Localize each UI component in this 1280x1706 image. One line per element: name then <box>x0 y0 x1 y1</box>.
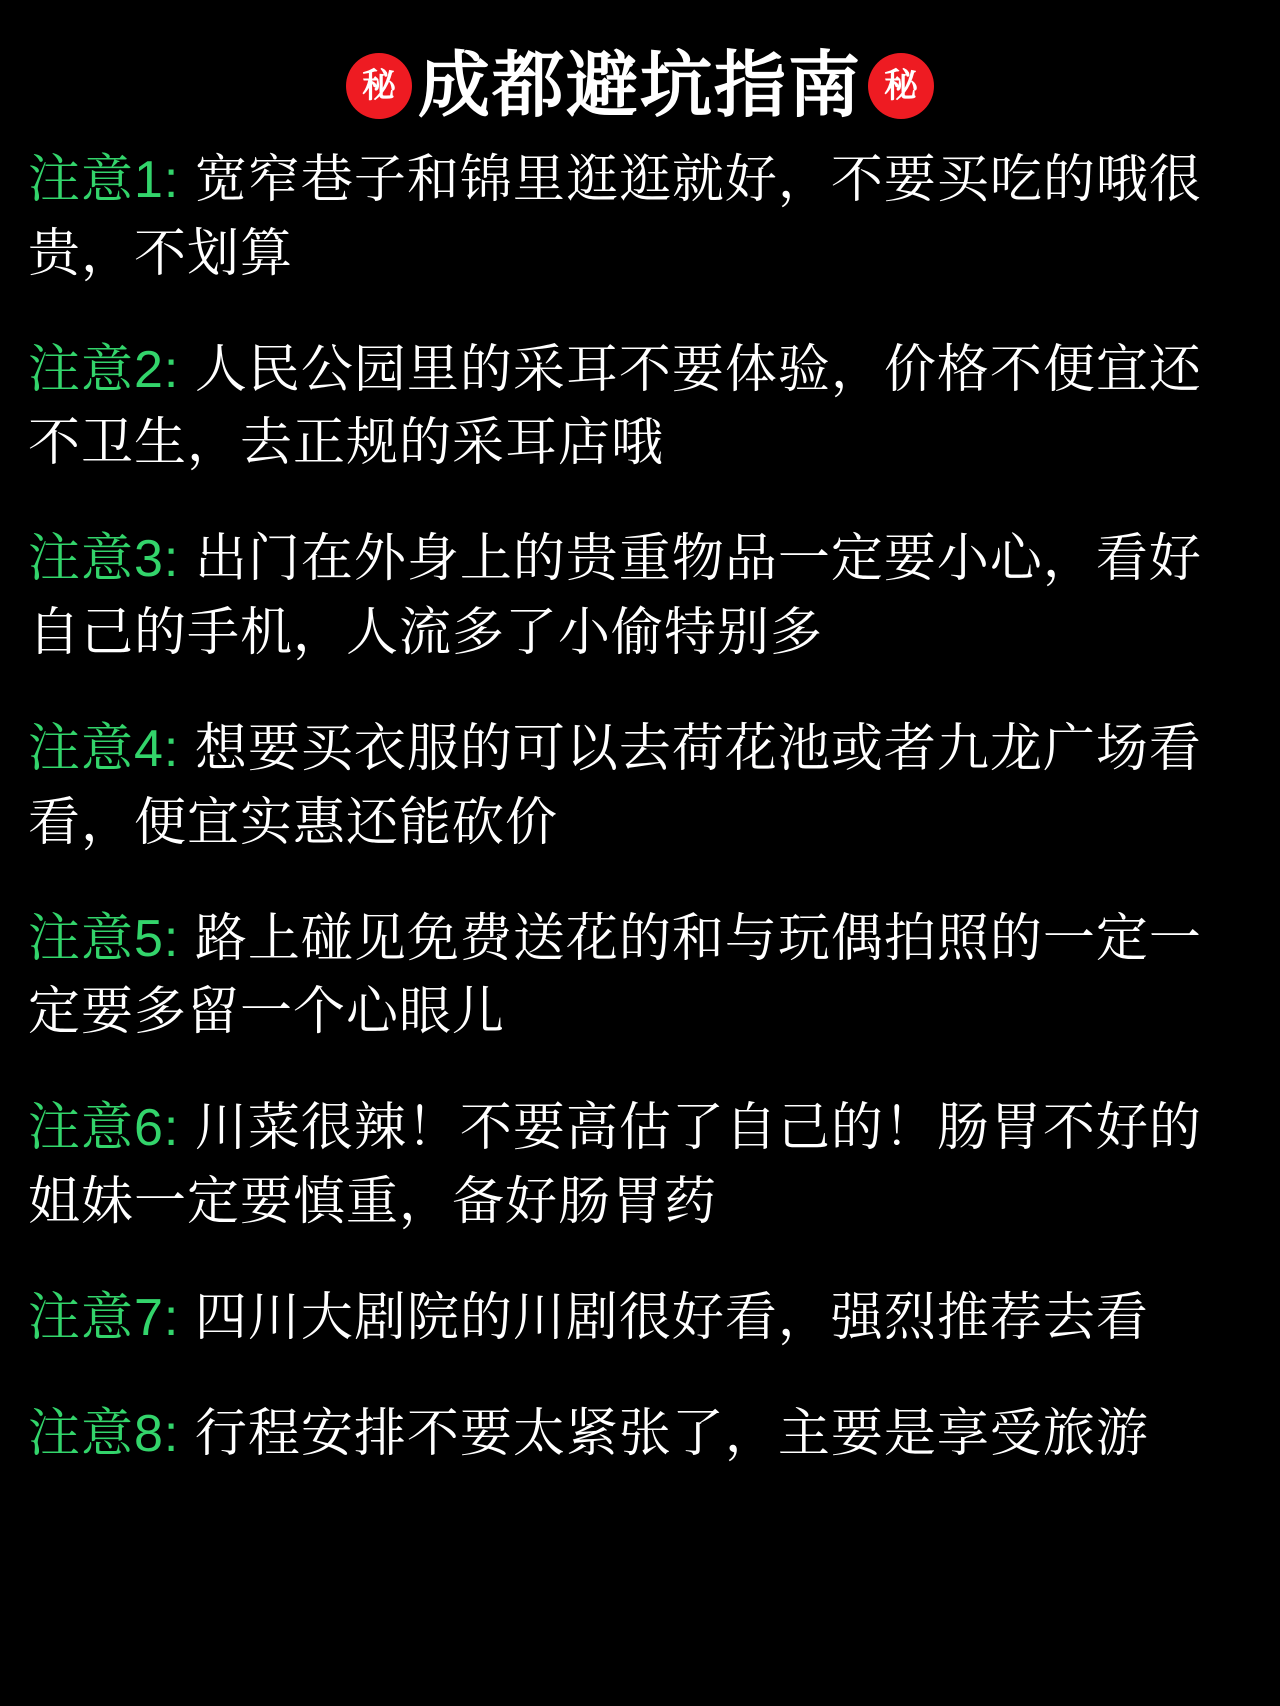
tip-text: 宽窄巷子和锦里逛逛就好，不要买吃的哦很贵，不划算 <box>28 151 1202 283</box>
page-title-text: 成都避坑指南 <box>417 46 862 126</box>
tip-label: 注意6: <box>28 1099 180 1158</box>
tip-text: 行程安排不要太紧张了，主要是享受旅游 <box>194 1404 1149 1463</box>
tip-label: 注意5: <box>28 909 180 968</box>
list-item <box>28 1398 1252 1472</box>
list-item <box>28 1092 1252 1240</box>
seal-icon-right: 秘 <box>868 53 934 119</box>
tip-label: 注意3: <box>28 530 180 589</box>
seal-icon-left: 秘 <box>346 53 412 119</box>
list-item <box>28 334 1252 482</box>
list-item <box>28 1282 1252 1356</box>
tip-text: 川菜很辣！不要高估了自己的！肠胃不好的姐妹一定要慎重，备好肠胃药 <box>28 1099 1202 1232</box>
list-item <box>28 903 1252 1051</box>
list-item <box>28 713 1252 861</box>
list-item <box>28 523 1252 671</box>
tip-label: 注意8: <box>28 1404 180 1463</box>
tip-label: 注意7: <box>28 1288 180 1347</box>
tip-text: 路上碰见免费送花的和与玩偶拍照的一定一定要多留一个心眼儿 <box>28 909 1202 1042</box>
page-title <box>28 46 1252 126</box>
tip-text: 想要买衣服的可以去荷花池或者九龙广场看看，便宜实惠还能砍价 <box>28 719 1202 852</box>
list-item <box>28 144 1252 292</box>
tip-text: 人民公园里的采耳不要体验，价格不便宜还不卫生，去正规的采耳店哦 <box>28 340 1202 473</box>
tip-text: 四川大剧院的川剧很好看，强烈推荐去看 <box>194 1288 1149 1347</box>
tip-label: 注意1: <box>28 151 180 209</box>
tip-label: 注意4: <box>28 719 180 778</box>
tip-label: 注意2: <box>28 340 180 399</box>
tips-list <box>28 144 1252 1472</box>
tip-text: 出门在外身上的贵重物品一定要小心，看好自己的手机，人流多了小偷特别多 <box>28 530 1202 663</box>
